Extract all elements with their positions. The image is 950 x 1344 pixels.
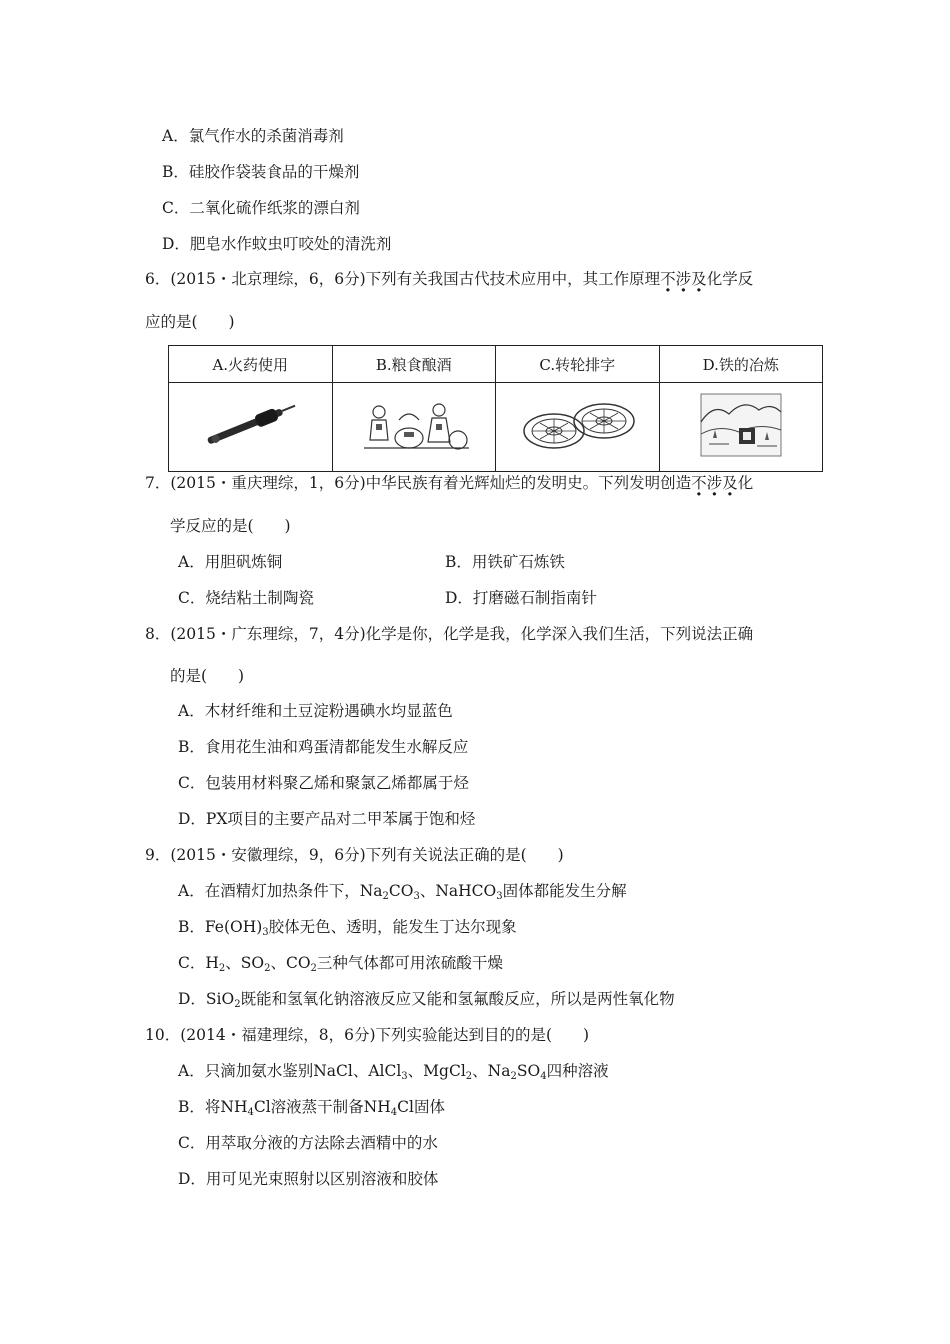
q5-option-d: D．肥皂水作蚊虫叮咬处的清洗剂	[162, 235, 392, 253]
q8-option-a: A．木材纤维和土豆淀粉遇碘水均显蓝色	[178, 702, 453, 720]
q9-option-a: A．在酒精灯加热条件下，$Na_2CO_3$、NaHCO$_3$固体都能发生分解	[178, 882, 627, 902]
q7-stem-line2: 学反应的是( )	[170, 517, 291, 535]
emphasis-char: 涉	[675, 270, 692, 288]
q6-stem-line2: 应的是( )	[145, 313, 235, 331]
q10-option-b: B．将$NH_4Cl$溶液蒸干制备$NH_4Cl$固体	[178, 1098, 445, 1118]
q8-option-b: B．食用花生油和鸡蛋清都能发生水解反应	[178, 738, 469, 756]
q10-option-d: D．用可见光束照射以区别溶液和胶体	[178, 1170, 439, 1188]
q9-option-d: D．SiO$_2$既能和氢氧化钠溶液反应又能和氢氟酸反应，所以是两性氧化物	[178, 990, 675, 1010]
q8-stem-line2: 的是( )	[170, 667, 245, 685]
q10-option-a: A．只滴加氨水鉴别NaCl、AlCl$_3$、MgCl$_2$、$Na_2SO_4$四种溶液	[178, 1062, 609, 1082]
q10-stem: 10．(2014・福建理综，8，6分)下列实验能达到目的的是( )	[145, 1026, 590, 1044]
q5-option-c: C．二氧化硫作纸浆的漂白剂	[162, 199, 360, 217]
q7-option-a: A．用胆矾炼铜	[178, 553, 283, 571]
q5-option-b: B．硅胶作袋装食品的干燥剂	[162, 163, 360, 181]
emphasis-char: 不	[691, 474, 707, 492]
emphasis-char: 涉	[706, 474, 723, 492]
emphasis-char: 及	[722, 474, 738, 492]
q8-option-c: C．包装用材料聚乙烯和聚氯乙烯都属于烃	[178, 774, 469, 792]
q9-option-b: B．$Fe(OH)_3$胶体无色、透明，能发生丁达尔现象	[178, 918, 517, 938]
q9-stem: 9．(2015・安徽理综，9，6分)下列有关说法正确的是( )	[145, 846, 564, 864]
emphasis-char: 及	[691, 270, 707, 288]
table-header-a: A.火药使用	[169, 346, 333, 383]
table-header-b: B.粮食酿酒	[332, 346, 496, 383]
gunpowder-rocket-image	[169, 383, 333, 472]
q6-stem-line1: 6．(2015・北京理综，6，6分)下列有关我国古代技术应用中，其工作原理不涉及化学反	[145, 270, 754, 288]
q7-stem-line1: 7．(2015・重庆理综，1，6分)中华民族有着光辉灿烂的发明史。下列发明创造不涉及化	[145, 474, 754, 492]
table-header-c: C.转轮排字	[496, 346, 660, 383]
q8-option-d: D．PX项目的主要产品对二甲苯属于饱和烃	[178, 810, 476, 828]
q10-option-c: C．用萃取分液的方法除去酒精中的水	[178, 1134, 438, 1152]
q7-option-b: B．用铁矿石炼铁	[445, 553, 565, 571]
rotating-type-wheels-image	[496, 383, 660, 472]
q7-option-c: C．烧结粘土制陶瓷	[178, 589, 314, 607]
table-header-d: D.铁的冶炼	[659, 346, 823, 383]
q9-option-c: C．$H_2$、$SO_2$、$CO_2$三种气体都可用浓硫酸干燥	[178, 954, 503, 974]
q6-image-table	[168, 345, 823, 472]
q5-option-a: A．氯气作水的杀菌消毒剂	[162, 127, 344, 145]
q8-stem-line1: 8．(2015・广东理综，7，4分)化学是你，化学是我，化学深入我们生活，下列说法正确	[145, 625, 754, 643]
brewing-scene-image	[332, 383, 496, 472]
q7-option-d: D．打磨磁石制指南针	[445, 589, 597, 607]
iron-smelting-scene-image	[659, 383, 823, 472]
emphasis-char: 不	[660, 270, 676, 288]
